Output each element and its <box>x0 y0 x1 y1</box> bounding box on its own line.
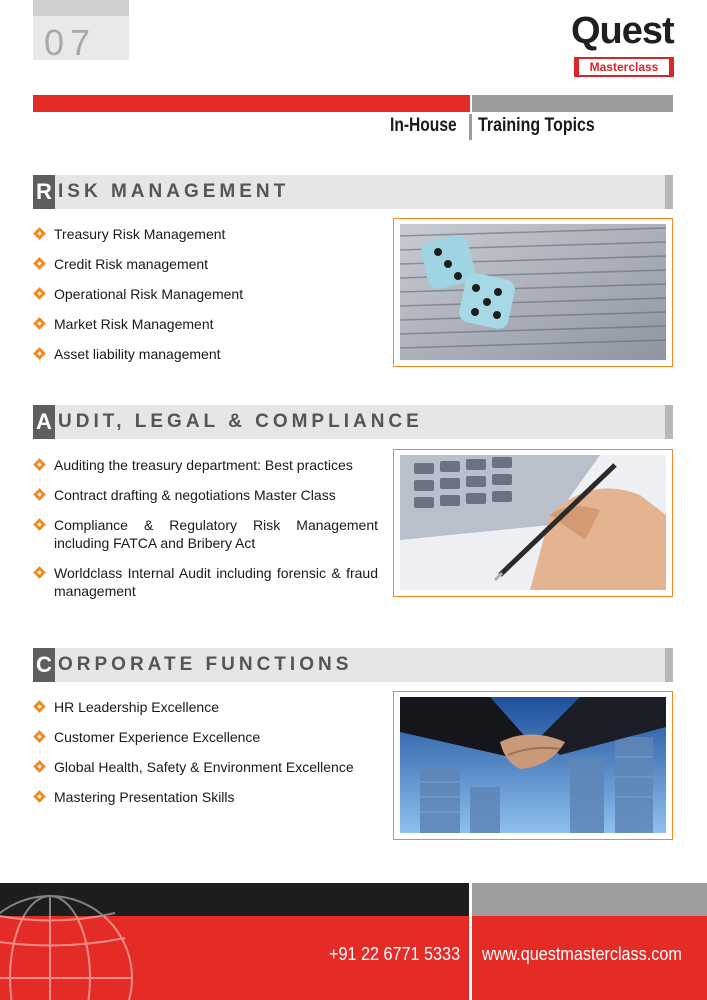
diamond-bullet-icon <box>33 790 46 803</box>
diamond-bullet-icon <box>33 518 46 531</box>
list-item: Treasury Risk Management <box>33 225 378 243</box>
list-item: Contract drafting & negotiations Master Class <box>33 486 378 504</box>
footer-separator <box>469 883 472 1000</box>
dice-image <box>400 224 666 360</box>
diamond-bullet-icon <box>33 488 46 501</box>
list-item: Auditing the treasury department: Best practices <box>33 456 378 474</box>
logo-masterclass: Masterclass <box>589 60 659 74</box>
list-item: Global Health, Safety & Environment Excellence <box>33 758 378 776</box>
footer-phone: +91 22 6771 5333 <box>329 944 461 964</box>
header-rule-grey <box>472 95 673 112</box>
list-item: Compliance & Regulatory Risk Management including FATCA and Bribery Act <box>33 516 378 552</box>
subtitle-in-house: In-House <box>390 115 457 136</box>
audit-topic-list <box>33 456 378 612</box>
footer-band-grey <box>472 883 707 916</box>
corporate-topic-list <box>33 698 378 818</box>
diamond-bullet-icon <box>33 458 46 471</box>
section-header-end <box>665 648 673 682</box>
section-title: ISK MANAGEMENT <box>58 181 290 202</box>
header-rule-red <box>33 95 470 112</box>
diamond-bullet-icon <box>33 257 46 270</box>
handshake-image <box>400 697 666 833</box>
diamond-bullet-icon <box>33 730 46 743</box>
section-letter: A <box>33 405 55 439</box>
list-item: HR Leadership Excellence <box>33 698 378 716</box>
list-item: Credit Risk management <box>33 255 378 273</box>
section-title: ORPORATE FUNCTIONS <box>58 654 353 675</box>
section-letter: R <box>33 175 55 209</box>
subtitle-training-topics: Training Topics <box>478 115 595 136</box>
logo-quest: Quest <box>571 10 674 52</box>
diamond-bullet-icon <box>33 317 46 330</box>
section-letter: C <box>33 648 55 682</box>
globe-icon <box>0 883 140 1000</box>
section-header-end <box>665 175 673 209</box>
list-item: Asset liability management <box>33 345 378 363</box>
calculator-pen-image <box>400 455 666 590</box>
diamond-bullet-icon <box>33 287 46 300</box>
page-number-tab-top <box>33 0 129 16</box>
page-number: 07 <box>44 22 97 63</box>
list-item: Operational Risk Management <box>33 285 378 303</box>
diamond-bullet-icon <box>33 700 46 713</box>
section-title: UDIT, LEGAL & COMPLIANCE <box>58 411 423 432</box>
list-item: Mastering Presentation Skills <box>33 788 378 806</box>
risk-topic-list <box>33 225 378 375</box>
calculator-photo <box>393 449 673 597</box>
dice-photo <box>393 218 673 367</box>
diamond-bullet-icon <box>33 347 46 360</box>
list-item: Market Risk Management <box>33 315 378 333</box>
list-item: Customer Experience Excellence <box>33 728 378 746</box>
diamond-bullet-icon <box>33 760 46 773</box>
handshake-photo <box>393 691 673 840</box>
diamond-bullet-icon <box>33 566 46 579</box>
list-item: Worldclass Internal Audit including forensic & fraud management <box>33 564 378 600</box>
diamond-bullet-icon <box>33 227 46 240</box>
section-header-end <box>665 405 673 439</box>
footer-website-link[interactable]: www.questmasterclass.com <box>482 944 682 964</box>
subtitle-separator <box>469 114 472 140</box>
